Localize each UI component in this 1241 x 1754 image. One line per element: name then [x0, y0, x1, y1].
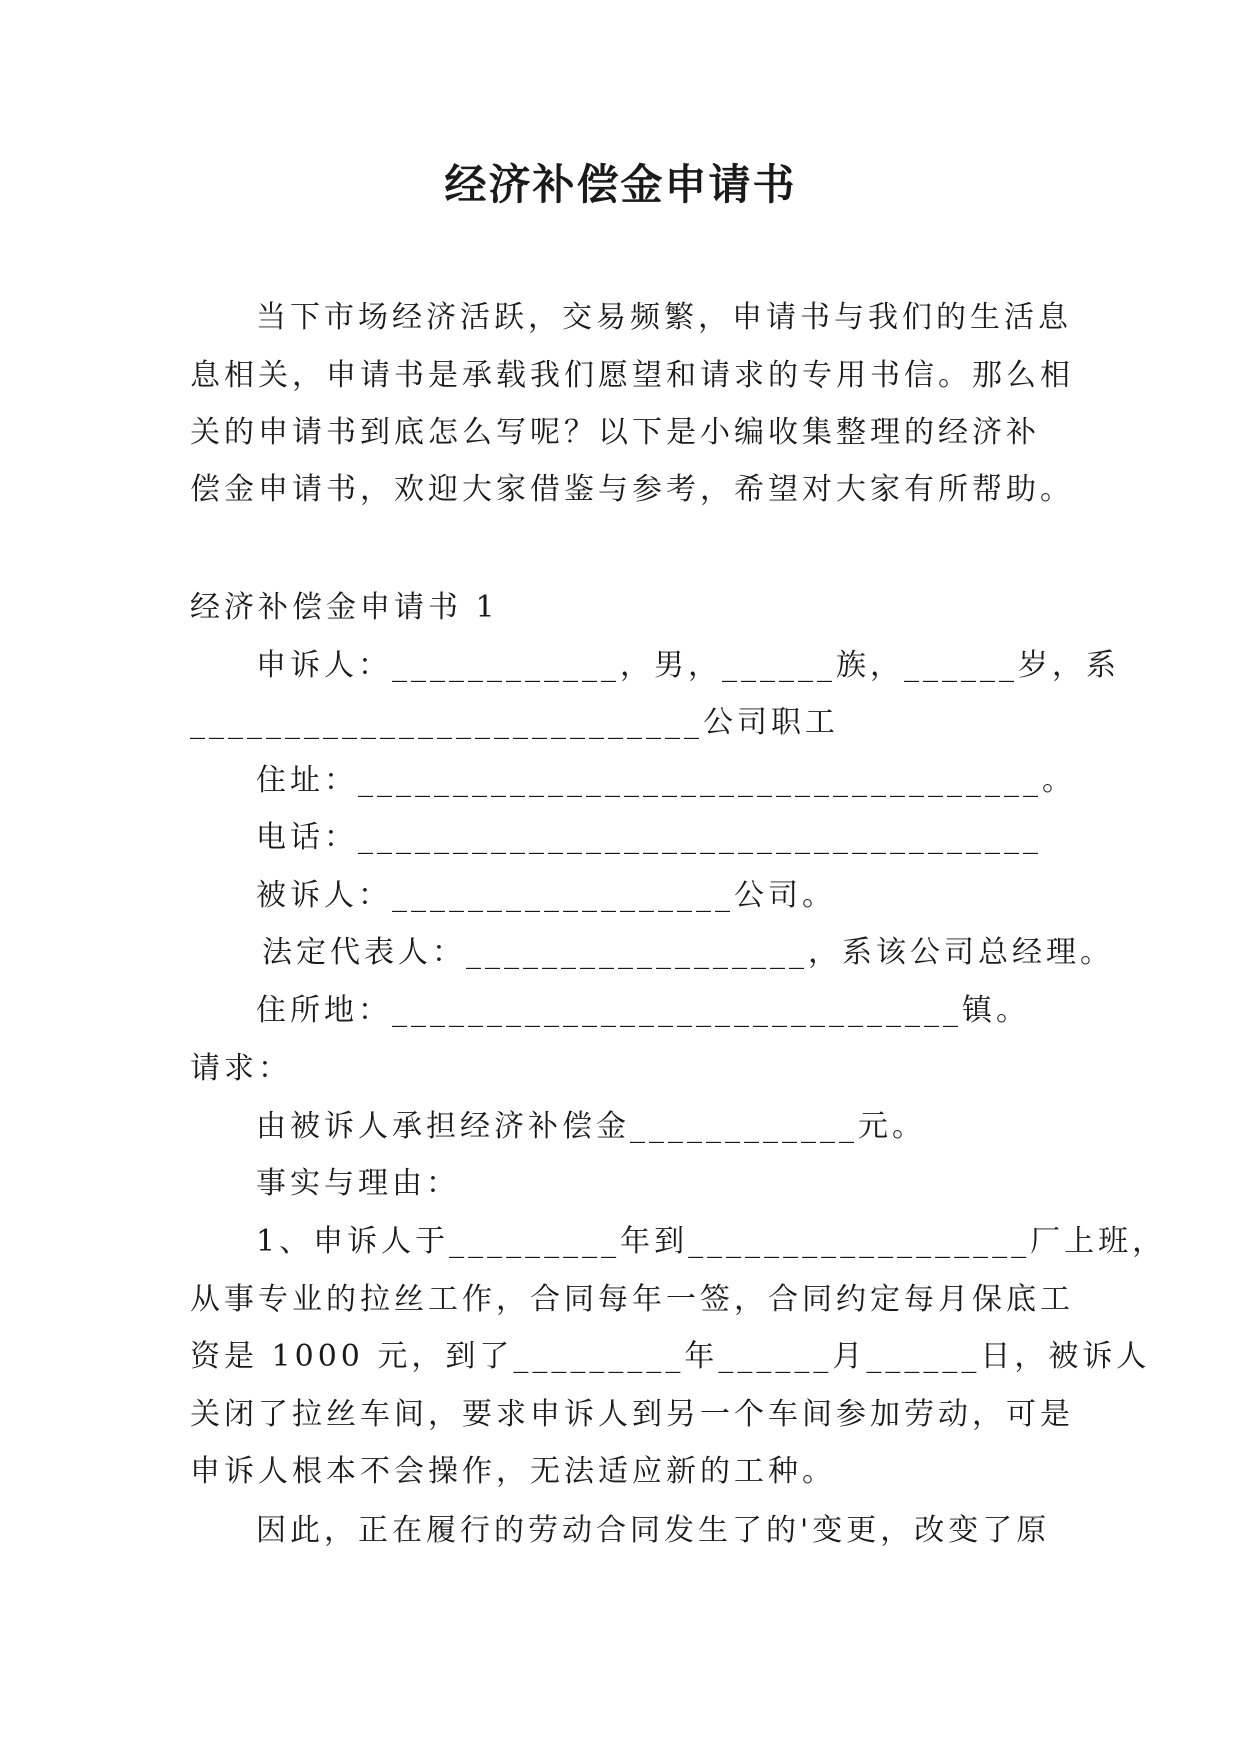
facts-label: 事实与理由：	[256, 1166, 460, 1201]
respondent-line: 被诉人：__________________公司。	[256, 878, 836, 913]
legal-rep-line: 法定代表人：__________________，系该公司总经理。	[262, 935, 1114, 970]
phone-line: 电话：____________________________________	[256, 820, 1042, 855]
applicant-company-line: ___________________________公司职工	[190, 705, 839, 740]
request-label: 请求：	[190, 1051, 292, 1086]
intro-line-2: 息相关，申请书是承载我们愿望和请求的专用书信。那么相	[190, 358, 1074, 393]
document-title: 经济补偿金申请书	[444, 160, 797, 209]
fact1-line-1: 1、申诉人于_________年到__________________厂上班，	[256, 1224, 1167, 1259]
fact1-line-4: 关闭了拉丝车间，要求申诉人到另一个车间参加劳动，可是	[190, 1397, 1074, 1432]
applicant-line: 申诉人：____________，男，______族，______岁，系	[256, 648, 1120, 683]
fact1-line-3: 资是 1000 元，到了_________年______月______日，被诉人	[190, 1339, 1151, 1374]
request-text: 由被诉人承担经济补偿金____________元。	[256, 1109, 926, 1144]
section-title: 经济补偿金申请书 1	[190, 590, 499, 625]
fact2-line-1: 因此，正在履行的劳动合同发生了的'变更，改变了原	[256, 1513, 1051, 1548]
residence-line: 住所地：______________________________镇。	[256, 993, 1030, 1028]
fact1-line-5: 申诉人根本不会操作，无法适应新的工种。	[190, 1454, 836, 1489]
intro-line-4: 偿金申请书，欢迎大家借鉴与参考，希望对大家有所帮助。	[190, 472, 1074, 507]
intro-line-1: 当下市场经济活跃，交易频繁，申请书与我们的生活息	[256, 300, 1072, 335]
fact1-line-2: 从事专业的拉丝工作，合同每年一签，合同约定每月保底工	[190, 1282, 1074, 1317]
address-line: 住址：____________________________________。	[256, 763, 1076, 798]
intro-line-3: 关的申请书到底怎么写呢？以下是小编收集整理的经济补	[190, 415, 1040, 450]
